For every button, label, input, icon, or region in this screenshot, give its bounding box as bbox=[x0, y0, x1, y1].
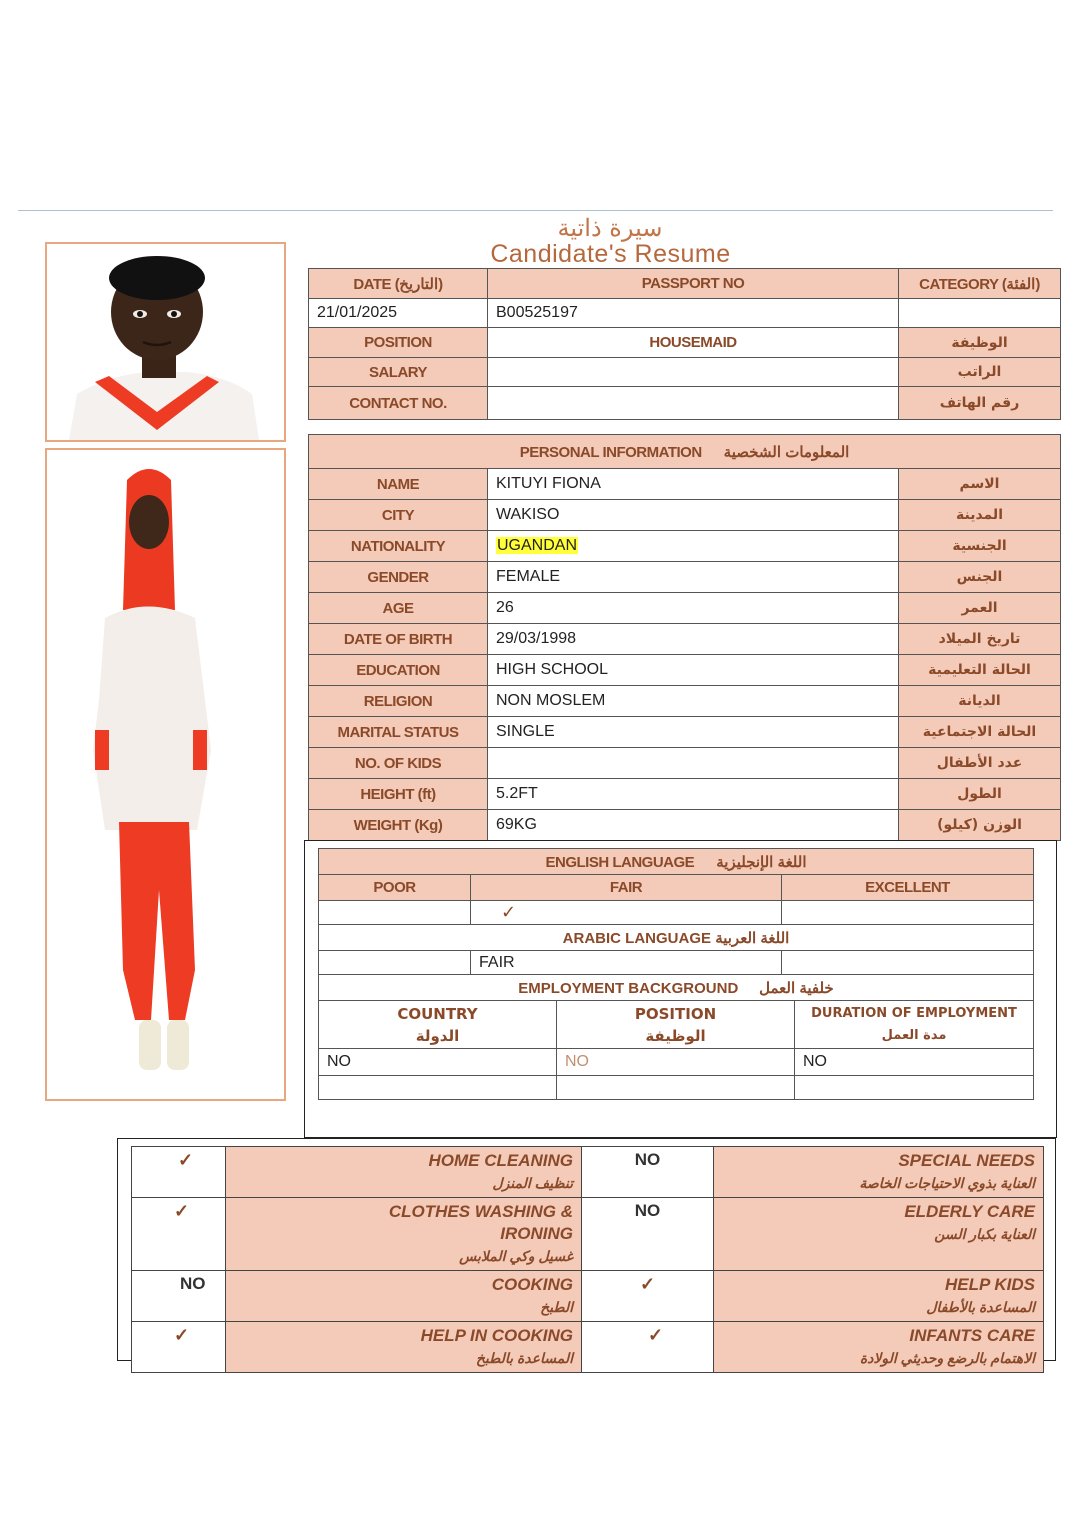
skill-mark: NO bbox=[582, 1147, 714, 1198]
row-label-ar: الوزن (كيلو) bbox=[899, 810, 1061, 841]
skill-infants-care bbox=[714, 1322, 1044, 1373]
arabic-heading-ar: اللغة العربية bbox=[715, 929, 790, 947]
english-excellent-mark bbox=[782, 901, 1034, 925]
row-label: EDUCATION bbox=[309, 655, 488, 686]
skill-label-ar: العناية بكبار السن bbox=[934, 1226, 1035, 1242]
level-fair: FAIR bbox=[471, 875, 782, 901]
level-poor: POOR bbox=[319, 875, 471, 901]
skill-label: CLOTHES WASHING & IRONING bbox=[388, 1202, 573, 1243]
skill-label-ar: تنظيف المنزل bbox=[492, 1175, 573, 1191]
skill-elderly-care bbox=[714, 1198, 1044, 1271]
personal-info-heading bbox=[309, 435, 1061, 469]
col-country bbox=[319, 1001, 557, 1049]
skill-mark: ✓ bbox=[132, 1147, 226, 1198]
position-label: POSITION bbox=[309, 328, 488, 358]
nationality-value bbox=[488, 531, 899, 562]
english-heading-ar: اللغة الإنجليزية bbox=[716, 853, 807, 871]
table-cell: NO bbox=[795, 1049, 1034, 1076]
skill-label-ar: العناية بذوي الاحتياجات الخاصة bbox=[859, 1175, 1035, 1191]
skill-label: SPECIAL NEEDS bbox=[898, 1151, 1035, 1170]
category-value bbox=[899, 299, 1061, 328]
english-heading-en: ENGLISH LANGUAGE bbox=[545, 853, 695, 871]
full-body-photo bbox=[45, 448, 286, 1101]
gender-value: FEMALE bbox=[488, 562, 899, 593]
row-label: GENDER bbox=[309, 562, 488, 593]
skill-mark: ✓ bbox=[582, 1271, 714, 1322]
age-value: 26 bbox=[488, 593, 899, 624]
skills-table bbox=[131, 1146, 1044, 1373]
height-value: 5.2FT bbox=[488, 779, 899, 810]
date-value: 21/01/2025 bbox=[309, 299, 488, 328]
employment-heading-ar: خلفية العمل bbox=[759, 979, 834, 997]
marital-value: SINGLE bbox=[488, 717, 899, 748]
arabic-heading bbox=[319, 925, 1034, 951]
skill-label: INFANTS CARE bbox=[909, 1326, 1035, 1345]
contact-label: CONTACT NO. bbox=[309, 387, 488, 420]
row-label-ar: المدينة bbox=[899, 500, 1061, 531]
row-label-ar: العمر bbox=[899, 593, 1061, 624]
table-cell bbox=[319, 1076, 557, 1100]
skill-mark: ✓ bbox=[132, 1322, 226, 1373]
arabic-excellent-mark bbox=[782, 951, 1034, 975]
table-cell: NO bbox=[319, 1049, 557, 1076]
salary-value bbox=[488, 358, 899, 387]
category-label: CATEGORY (الفئة) bbox=[899, 269, 1061, 299]
row-label: AGE bbox=[309, 593, 488, 624]
row-label-ar: الجنس bbox=[899, 562, 1061, 593]
row-label: NATIONALITY bbox=[309, 531, 488, 562]
skill-help-in-cooking bbox=[226, 1322, 582, 1373]
employment-table bbox=[318, 974, 1034, 1100]
arabic-poor-mark bbox=[319, 951, 471, 975]
row-label: NO. OF KIDS bbox=[309, 748, 488, 779]
kids-value bbox=[488, 748, 899, 779]
arabic-heading-en: ARABIC LANGUAGE bbox=[562, 929, 712, 947]
level-excellent: EXCELLENT bbox=[782, 875, 1034, 901]
row-label-ar: الديانة bbox=[899, 686, 1061, 717]
row-label-ar: عدد الأطفال bbox=[899, 748, 1061, 779]
personal-heading-en: PERSONAL INFORMATION bbox=[519, 443, 702, 461]
education-value: HIGH SCHOOL bbox=[488, 655, 899, 686]
skill-mark: NO bbox=[582, 1198, 714, 1271]
nationality-highlight: UGANDAN bbox=[497, 537, 578, 554]
skill-mark: ✓ bbox=[132, 1198, 226, 1271]
skill-label: HELP IN COOKING bbox=[420, 1326, 573, 1345]
skill-label-ar: غسيل وكي الملابس bbox=[459, 1248, 573, 1264]
dob-value: 29/03/1998 bbox=[488, 624, 899, 655]
personal-heading-ar: المعلومات الشخصية bbox=[723, 443, 850, 461]
row-label: CITY bbox=[309, 500, 488, 531]
row-label-ar: الطول bbox=[899, 779, 1061, 810]
language-table bbox=[318, 848, 1034, 975]
skill-mark: ✓ bbox=[582, 1322, 714, 1373]
position-value: HOUSEMAID bbox=[488, 328, 899, 358]
skill-home-cleaning bbox=[226, 1147, 582, 1198]
row-label: MARITAL STATUS bbox=[309, 717, 488, 748]
skill-special-needs bbox=[714, 1147, 1044, 1198]
title-arabic: سيرة ذاتية bbox=[557, 214, 663, 242]
weight-value: 69KG bbox=[488, 810, 899, 841]
col-duration-ar: مدة العمل bbox=[881, 1027, 947, 1043]
col-duration bbox=[795, 1001, 1034, 1049]
personal-info-table bbox=[308, 434, 1061, 841]
skill-clothes-washing bbox=[226, 1198, 582, 1271]
skill-cooking bbox=[226, 1271, 582, 1322]
arabic-fair-mark: FAIR bbox=[471, 951, 782, 975]
skill-label-ar: الطبخ bbox=[540, 1299, 573, 1315]
salary-label-ar: الراتب bbox=[899, 358, 1061, 387]
row-label-ar: الحالة الاجتماعية bbox=[899, 717, 1061, 748]
title-english: Candidate's Resume bbox=[490, 240, 731, 268]
row-label-ar: الاسم bbox=[899, 469, 1061, 500]
position-label-ar: الوظيفة bbox=[899, 328, 1061, 358]
row-label: RELIGION bbox=[309, 686, 488, 717]
col-duration-en: DURATION OF EMPLOYMENT bbox=[811, 1005, 1017, 1021]
row-label: NAME bbox=[309, 469, 488, 500]
name-value: KITUYI FIONA bbox=[488, 469, 899, 500]
col-position bbox=[557, 1001, 795, 1049]
contact-label-ar: رقم الهاتف bbox=[899, 387, 1061, 420]
passport-value: B00525197 bbox=[488, 299, 899, 328]
english-heading bbox=[319, 849, 1034, 875]
english-fair-mark: ✓ bbox=[471, 901, 782, 925]
col-country-en: COUNTRY bbox=[397, 1004, 478, 1023]
skill-label-ar: المساعدة بالأطفال bbox=[926, 1299, 1035, 1315]
skill-help-kids bbox=[714, 1271, 1044, 1322]
passport-label: PASSPORT NO bbox=[488, 269, 899, 299]
table-cell: NO bbox=[557, 1049, 795, 1076]
skill-label: HOME CLEANING bbox=[428, 1151, 573, 1170]
row-label: HEIGHT (ft) bbox=[309, 779, 488, 810]
table-cell bbox=[557, 1076, 795, 1100]
city-value: WAKISO bbox=[488, 500, 899, 531]
religion-value: NON MOSLEM bbox=[488, 686, 899, 717]
table-cell bbox=[795, 1076, 1034, 1100]
contact-value bbox=[488, 387, 899, 420]
row-label: DATE OF BIRTH bbox=[309, 624, 488, 655]
skill-label-ar: المساعدة بالطبخ bbox=[475, 1350, 573, 1366]
skill-label: COOKING bbox=[491, 1275, 573, 1294]
headshot-photo bbox=[45, 242, 286, 442]
top-divider bbox=[18, 210, 1053, 211]
skill-label: ELDERLY CARE bbox=[904, 1202, 1035, 1221]
row-label: WEIGHT (Kg) bbox=[309, 810, 488, 841]
date-label: DATE (التاريخ) bbox=[309, 269, 488, 299]
row-label-ar: الحالة التعليمية bbox=[899, 655, 1061, 686]
row-label-ar: تاريخ الميلاد bbox=[899, 624, 1061, 655]
skill-label-ar: الاهتمام بالرضع وحديثي الولادة bbox=[859, 1350, 1035, 1366]
skill-mark: NO bbox=[132, 1271, 226, 1322]
salary-label: SALARY bbox=[309, 358, 488, 387]
col-position-en: POSITION bbox=[634, 1004, 717, 1023]
employment-heading bbox=[319, 975, 1034, 1001]
header-table bbox=[308, 268, 1061, 420]
col-country-ar: الدولة bbox=[415, 1026, 460, 1045]
skill-label: HELP KIDS bbox=[944, 1275, 1035, 1294]
row-label-ar: الجنسية bbox=[899, 531, 1061, 562]
col-position-ar: الوظيفة bbox=[645, 1026, 706, 1045]
employment-heading-en: EMPLOYMENT BACKGROUND bbox=[518, 979, 739, 997]
english-poor-mark bbox=[319, 901, 471, 925]
